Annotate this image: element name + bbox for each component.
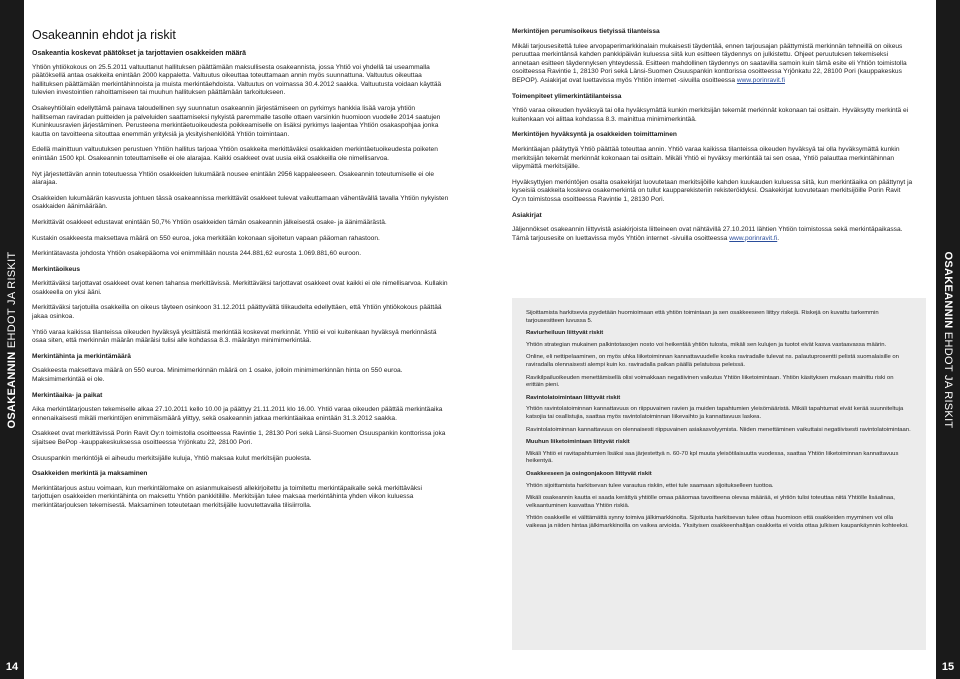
section-heading: Osakeantia koskevat päätökset ja tarjottavien osakkeiden määrä — [32, 50, 246, 57]
paragraph: Osakkeet ovat merkittävissä Porin Ravit Oy:n toimistolla osoitteessa Ravintie 1, 28130 Pori sekä Länsi-Suomen Osuuspankin konttorissa joka sijaitsee BePop -kauppakeskuksessa osoitteessa Yrjönkatu 22, 28100 Pori. — [32, 430, 446, 446]
paragraph: Merkittäväksi tarjottavat osakkeet ovat kenen tahansa merkittävissä. Merkittäväksi tarjottavat osakkeet ovat kaikki ei ole nimellisarvoa. Kullakin osakkeella on yksi ääni. — [32, 280, 448, 296]
paragraph: Osuuspankin merkintöjä ei aiheudu merkitsijälle kuluja, Yhtiö maksaa kulut merkitsijän puolesta. — [32, 454, 312, 462]
right-sidebar — [936, 0, 960, 679]
paragraph: Merkittävät osakkeet edustavat enintään 50,7% Yhtiön osakkeiden tämän osakeannin jälkeisestä osake- ja äänimäärästä. — [32, 218, 387, 226]
section-heading: Merkintöjen perumisoikeus tietyissä tilanteissa — [512, 28, 660, 35]
paragraph: Mikäli Yhtiö ei ravitapahtumien lisäksi saa järjestettyä n. 60-70 kpl muuta yleisötilaisuutta vuodessa, saattaa Yhtiön liiketoiminnan kannattavuus heikentyä. — [526, 450, 899, 465]
paragraph: Mikäli tarjousesitettä tulee arvopaperimarkkinalain mukaisesti täydentää, ennen tarjousajan päättymistä merkinnän tehneillä on oikeus peruuttaa merkintänsä kahden pankkipäivän kuluessa siitä kun esitteen täydennys on julkistettu. Ohjeet peruutuksen tekemiseksi annetaan esitteen täydennyksen yhteydessä. Esitteen mahdollinen täydennys on saatavilla samoin kuin tämä esite eli Yhtiön toimistolla osoitteessa Ravintie 1, 28130 Pori sekä Länsi-Suomen Osuuspankin konttorissa osoitteessa Yrjönkatu 22, 28100 Pori (kauppakeskus BEPOP). Asiakirjat ovat luettavissa myös Yhtiön internet -sivuilla osoitteessa www.porinravit.fi — [512, 42, 907, 84]
intro-paragraphs — [32, 64, 450, 259]
right-sidebar-title: OSAKEANNIN EHDOT JA RISKIT — [942, 251, 954, 428]
paragraph: Yhtiön osakkeille ei välttämättä synny toimiva jälkimarkkinoita. Sijoitusta harkitsevan tulee ottaa huomioon että osakkeiden myyminen voi olla vaikeaa ja niiden hintaa jälkimarkkinoilla on vaikea arvioida. Yksityisen osakkeenhaltijan osakkeita ei voida ottaa julkisen kaupankäynnin kohteeksi. — [526, 515, 909, 529]
section-heading: Osakkeiden merkintä ja maksaminen — [32, 470, 148, 478]
box-intro: Sijoittamista harkitsevia pyydetään huomioimaan että yhtiön toimintaan ja sen osakkeeseen liittyy riskejä. Riskejä on kuvattu tarkemmin tarjousesitteen luvussa 5. — [526, 310, 879, 324]
risk-heading: Muuhun liiketoimintaan liittyvät riskit — [526, 439, 630, 446]
section-heading: Merkintäaika- ja paikat — [32, 391, 103, 399]
paragraph: Edellä mainittuun valtuutuksen perustuen Yhtiön hallitus tarjoaa Yhtiön osakkeita merkittäväksi osakkaiden merkintäetuoikeudesta poiketen enintään 1500 kpl. Osakeannin toteuttamiselle ei ole alarajaa. Kaikki osakkeet ovat uusia eikä osakkeilla ole nimellisarvoa. — [32, 146, 438, 162]
paragraph: Merkittäväksi tarjotuilla osakkeilla on oikeus täyteen osinkoon 31.12.2011 päättyvältä tilikaudelta edellyttäen, että Yhtiön yhtiökokous päättää jakaa osinkoa. — [32, 304, 442, 321]
paragraph: Jäljennökset osakeannin liittyvistä asiakirjoista liitteineen ovat nähtävillä 27.10.2011 lähtien Yhtiön toimistossa sekä merkintäpaikassa. Tämä tarjousesite on luettavissa myös Yhtiön internet -sivuilla osoitteessa www.porinravit.fi. — [512, 226, 903, 242]
paragraph: Yhtiön strategian mukainen palkintotasojen nosto voi heikentää yhtiön tulosta, mikäli sen kulujen ja tuotot eivät kasva vastaavassa määrin. — [526, 341, 887, 348]
section-heading: Toimenpiteet ylimerkintätilanteissa — [512, 92, 622, 100]
paragraph: Osakkeesta maksettava määrä on 550 euroa. Minimimerkinnän määrä on 1 osake, jolloin minimimerkinnän hinta on 550 euroa. Maksimimerkintää ei ole. — [32, 367, 403, 384]
section-heading: Merkintäoikeus — [32, 265, 81, 273]
paragraph: Yhtiö varaa kaikissa tilanteissa oikeuden hyväksyä yksittäistä merkintää koskevat merkinnät. Yhtiö ei voi kuitenkaan hyväksyä merkinnästä osaa siten, että merkinnän määrän määräisi tulisi alle kohdassa 8.3. määrätyn minimimerkintää. — [32, 328, 437, 345]
risk-heading: Osakkeeseen ja osingonjakoon liittyvät riskit — [526, 470, 652, 477]
paragraph: Osakeyhtiölain edellyttämä painava taloudellinen syy suunnatun osakeannin järjestämiseen on pyrkimys hankkia lisää varoja yhtiön hallitseman raviradan puitteiden ja palveluiden saattamiseksi nykyistä paremmalle tasolle ottaen varsinkin huomioon vuodelle 2014 saatujen Kuninkuusravien järjestäminen. Perusteena merkintäetuoikeudesta poikkeamiselle on lisäksi pyrkimys laajentaa Yhtiön osakaspohjaa jonka kautta on tavoitteena sitouttaa enemmän yrityksiä ja yksityishenkilöitä Yhtiön toimintaan. — [32, 104, 441, 138]
page-title: Osakeannin ehdot ja riskit — [32, 28, 176, 42]
section-heading: Merkintöjen hyväksyntä ja osakkeiden toimittaminen — [512, 131, 677, 139]
page-number-right: 15 — [936, 655, 960, 679]
section-heading: Asiakirjat — [512, 211, 542, 219]
paragraph: Osakkeiden lukumäärän kasvusta johtuen tässä osakeannissa merkittävät osakkeet tulevat vaikuttamaan vähentävällä tavalla Yhtiön nykyisten osakkaiden äänimäärään. — [32, 194, 449, 211]
section-heading: Merkintähinta ja merkintämäärä — [32, 352, 131, 360]
left-sidebar — [0, 0, 24, 679]
paragraph: Ravintolatoiminnan kannattavuus on olennaisesti riippuvainen asiakasvolyymista. Niiden menettäminen vaikuttaisi negatiivisesti ravintolatoimintaan. — [526, 426, 911, 433]
left-sidebar-title: OSAKEANNIN EHDOT JA RISKIT — [6, 251, 18, 428]
left-column — [32, 28, 450, 518]
risk-heading: Raviurheiluun liittyvät riskit — [526, 330, 604, 337]
paragraph: Yhtiön ravintolatoiminnan kannattavuus on riippuvainen ravien ja muiden tapahtumien yleisömääristä. Mikäli tapahtumat eivät kerää suunniteltuja katsojia tai osallistujia, saattaa myös ravintolatoiminnan liikevaihto ja kannattavuus laskea. — [526, 406, 904, 420]
paragraph: Yhtiön yhtiökokous on 25.5.2011 valtuuttanut hallituksen päättämään maksullisesta osakeannista, jossa Yhtiö voi yhdellä tai useammalla päätöksellä antaa osakkeita enintään 2000 kappaletta. Valtuutus oikeuttaa toteuttamaan annin myös suunnattuna. Valtuutus oikeuttaa hallituksen päättämään merkintähinnoista ja muista merkintäehdoista. Valtuutus on voimassa 30.4.2012 saakka. Valtuutusta voidaan käyttää tulevien investointien rahoittamiseen tai muuhun hallituksen päättämään tarkoitukseen. — [32, 63, 442, 97]
paragraph: Merkintäajan päätyttyä Yhtiö päättää toteuttaa annin. Yhtiö varaa kaikissa tilanteissa oikeuden hyväksyä tai olla hyväksymättä kunkin merkitsijän tekemät merkinnät kokonaan tai osittain. Mikäli Yhtiö ei hyväksy merkintää tai sen osaa, Yhtiö palauttaa merkintähinnan viipymättä merkitsijälle. — [512, 145, 900, 171]
paragraph: Ravikilpailuoikeuden menettämisellä olisi voimakkaan negatiivinen vaikutus Yhtiön liiketoimintaan. Yhtiön käsityksen mukaan mainittu riski on erittäin pieni. — [526, 374, 894, 389]
risk-summary-box — [512, 298, 926, 650]
paragraph: Yhtiön sijoittamista harkitsevan tulee varautua riskiin, ettei tule saamaan sijoitukselleen tuottoa. — [526, 482, 774, 489]
right-column — [512, 28, 914, 250]
website-link[interactable]: www.porinravit.fi — [736, 76, 785, 84]
risk-heading: Ravintolatoimintaan liittyvät riskit — [526, 394, 621, 401]
paragraph: Online, eli nettipelaaminen, on myös uhka liiketoiminnan kannattavuudelle koska raviradalle tulevat ns. palautuprosentti pelistä suomalaisille on raviradalla olennaisesti alempi kuin ko. raviradalla paikan päällä pelatuissa peleissä. — [526, 354, 899, 368]
website-link[interactable]: www.porinravit.fi — [729, 234, 778, 242]
page-number-left: 14 — [0, 655, 24, 679]
paragraph: Merkintätarjous astuu voimaan, kun merkintälomake on asianmukaisesti allekirjoitettu ja toimitettu merkintäpaikalle sekä merkittäväksi tarjottujen osakkeiden merkintähinta on maksettu Yhtiön pankkitilille. Merkitsijän tulee maksaa merkintähinta yhden viikon kuluessa merkintätarjouksen tekemisestä. Maksaminen toteutetaan merkitsijälle luovutettavalla tilisiirrolla. — [32, 484, 422, 509]
paragraph: Mikäli osakeannin kautta ei saada kerättyä yhtiölle omaa pääomaa tavoitteena olevaa määrää, ei yhtiön tulisi toteuttaa niitä Yhtiölle lisäalinaa, velkaantuminen kasvattaa Yhtiön riskiä. — [526, 495, 895, 509]
paragraph: Hyväksyttyjen merkintöjen osalta osakekirjat luovutetaan merkitsijöille kahden kuukauden kuluessa siitä, kun merkintäaika on päättynyt ja kyseisiä osakkeita koskeva osakemerkintä on tullut kaupparekisteriin rekisteröidyksi. Osakekirjat luovutetaan merkitsijöille Porin Ravit Oy:n toimistossa osoitteessa Ravintie 1, 28130 Pori. — [512, 178, 913, 203]
paragraph: Yhtiö varaa oikeuden hyväksyä tai olla hyväksymättä kunkin merkitsijän tekemät merkinnät kokonaan tai osittain. Hyväksytty merkintä ei kuitenkaan voi alittaa kohdassa 8.3. mainittua minimimerkintää. — [512, 107, 909, 123]
paragraph: Aika merkintätarjousten tekemiselle alkaa 27.10.2011 kello 10.00 ja päättyy 21.11.2011 klo 16.00. Yhtiö varaa oikeuden päättää merkintäaika ennenaikaisesti mikäli merkintöjen enimmäismäärä ylittyy, sekä osakeannin jatkaa merkintäaikaa enintään 31.3.2012 saakka. — [32, 406, 443, 422]
paragraph: Nyt järjestettävän annin toteutuessa Yhtiön osakkeiden lukumäärä nousee enintään 2956 kappaleeseen. Osakeannin toteutumiselle ei ole alarajaa. — [32, 170, 435, 187]
paragraph: Kustakin osakkeesta maksettava määrä on 550 euroa, joka merkitään kokonaan sijoitetun vapaan pääoman rahastoon. — [32, 234, 380, 242]
paragraph: Merkintätavasta johdosta Yhtiön osakepääoma voi enimmillään nousta 244.881,62 eurosta 1.069.881,60 euroon. — [32, 250, 362, 258]
